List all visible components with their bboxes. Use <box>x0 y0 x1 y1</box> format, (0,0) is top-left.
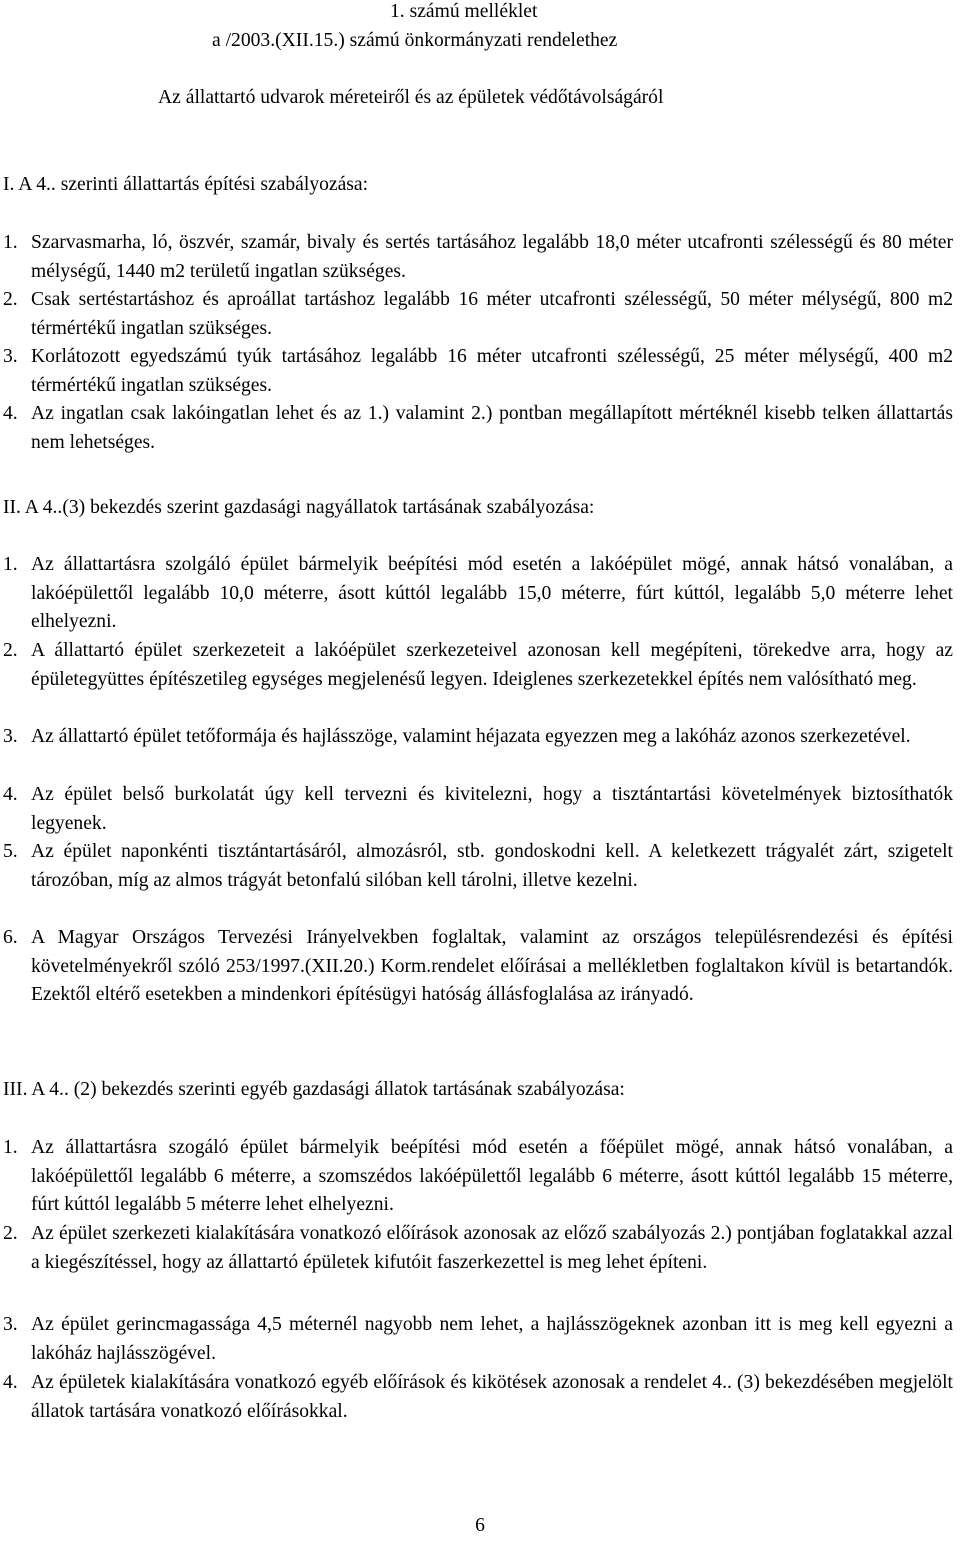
item-text: Szarvasmarha, ló, öszvér, szamár, bivaly és sertés tartásához legalább 18,0 méter utcafronti szélességű és 80 méter mélységű, 1440 m2 területű ingatlan szükséges. <box>31 232 953 282</box>
item-number: 4. <box>3 784 18 805</box>
section-3-item-1 <box>3 1134 953 1220</box>
page-number: 6 <box>475 1515 485 1536</box>
item-text: A állattartó épület szerkezeteit a lakóépület szerkezeteivel azonosan kell megépíteni, törekedve arra, hogy az épületegyüttes építészetileg egységes megjelenésű legyen. Ideiglenes szerkezetekkel építés nem valósítható meg. <box>31 640 953 690</box>
item-number: 5. <box>3 841 18 862</box>
section-3-item-4 <box>3 1369 953 1426</box>
section-1-item-1 <box>3 229 953 286</box>
item-number: 1. <box>3 554 18 575</box>
item-number: 2. <box>3 289 18 310</box>
item-text: Az ingatlan csak lakóingatlan lehet és az 1.) valamint 2.) pontban megállapított mértéknél kisebb telken állattartás nem lehetséges. <box>31 403 953 453</box>
item-number: 1. <box>3 1137 18 1158</box>
section-heading-3: III. A 4.. (2) bekezdés szerinti egyéb gazdasági állatok tartásának szabályozása: <box>3 1079 625 1100</box>
item-number: 6. <box>3 927 18 948</box>
item-text: Az állattartásra szolgáló épület bármelyik beépítési mód esetén a lakóépület mögé, annak hátsó vonalában, a lakóépülettől legalább 10,0 méterre, ásott kúttól legalább 15,0 méterre, fúrt kúttól, legalább 5,0 méterre lehet elhelyezni. <box>31 554 953 632</box>
item-number: 4. <box>3 1372 18 1393</box>
item-text: Korlátozott egyedszámú tyúk tartásához legalább 16 méter utcafronti szélességű, 25 méter mélységű, 400 m2 térmértékű ingatlan szükséges. <box>31 346 953 396</box>
section-2-item-1 <box>3 551 953 637</box>
section-2-item-6 <box>3 924 953 1010</box>
section-3-item-2 <box>3 1220 953 1277</box>
item-number: 1. <box>3 232 18 253</box>
item-number: 3. <box>3 726 18 747</box>
item-text: A Magyar Országos Tervezési Irányelvekben foglaltak, valamint az országos településrendezési és építési követelményekről szóló 253/1997.(XII.20.) Korm.rendelet előírásai a mellékletben foglaltakon kívül is betartandók. Ezektől eltérő esetekben a mindenkori építésügyi hatóság állásfoglalása az irányadó. <box>31 927 953 1005</box>
item-text: Az állattartásra szogáló épület bármelyik beépítési mód esetén a főépület mögé, annak hátsó vonalában, a lakóépülettől legalább 6 méterre, a szomszédos lakóépülettől legalább 6 méterre, ásott kúttól legalább 15 méterre, fúrt kúttól legalább 5 méterre lehet elhelyezni. <box>31 1137 953 1215</box>
item-number: 3. <box>3 346 18 367</box>
item-text: Az épület szerkezeti kialakítására vonatkozó előírások azonosak az előző szabályozás 2.) pontjában foglatakkal azzal a kiegészítéssel, hogy az állattartó épületek kifutóit faszerkezettel is meg lehet építeni. <box>31 1223 953 1273</box>
section-1-item-2 <box>3 286 953 343</box>
item-text: Az épület gerincmagassága 4,5 méternél nagyobb nem lehet, a hajlásszögeknek azonban itt is meg kell egyezni a lakóház hajlásszögével. <box>31 1314 953 1364</box>
document-subtitle: Az állattartó udvarok méreteiről és az épületek védőtávolságáról <box>158 87 664 108</box>
section-2-item-3 <box>3 723 953 752</box>
item-text: Csak sertéstartáshoz és aproállat tartáshoz legalább 16 méter utcafronti szélességű, 50 méter mélységű, 800 m2 térmértékű ingatlan szükséges. <box>31 289 953 339</box>
section-1-item-3 <box>3 343 953 400</box>
section-2-item-2 <box>3 637 953 694</box>
item-text: Az épület belső burkolatát úgy kell tervezni és kivitelezni, hogy a tisztántartási követelmények biztosíthatók legyenek. <box>31 784 953 834</box>
item-text: Az épület naponkénti tisztántartásáról, almozásról, stb. gondoskodni kell. A keletkezett trágyalét zárt, szigetelt tározóban, míg az almos trágyát betonfalú silóban kell tárolni, illetve kezelni. <box>31 841 953 891</box>
section-2-item-5 <box>3 838 953 895</box>
annex-title: 1. számú melléklet <box>390 1 538 22</box>
item-number: 3. <box>3 1314 18 1335</box>
section-heading-2: II. A 4..(3) bekezdés szerint gazdasági nagyállatok tartásának szabályozása: <box>3 497 595 518</box>
item-text: Az állattartó épület tetőformája és hajlásszöge, valamint héjazata egyezzen meg a lakóház azonos szerkezetével. <box>31 726 911 747</box>
item-number: 2. <box>3 1223 18 1244</box>
section-3-item-3 <box>3 1311 953 1368</box>
section-2-item-4 <box>3 781 953 838</box>
regulation-reference: a /2003.(XII.15.) számú önkormányzati rendelethez <box>212 30 618 51</box>
section-1-item-4 <box>3 400 953 457</box>
item-text: Az épületek kialakítására vonatkozó egyéb előírások és kikötések azonosak a rendelet 4.. (3) bekezdésében megjelölt állatok tartására vonatkozó előírásokkal. <box>31 1372 953 1422</box>
item-number: 4. <box>3 403 18 424</box>
item-number: 2. <box>3 640 18 661</box>
section-heading-1: I. A 4.. szerinti állattartás építési szabályozása: <box>3 174 369 195</box>
